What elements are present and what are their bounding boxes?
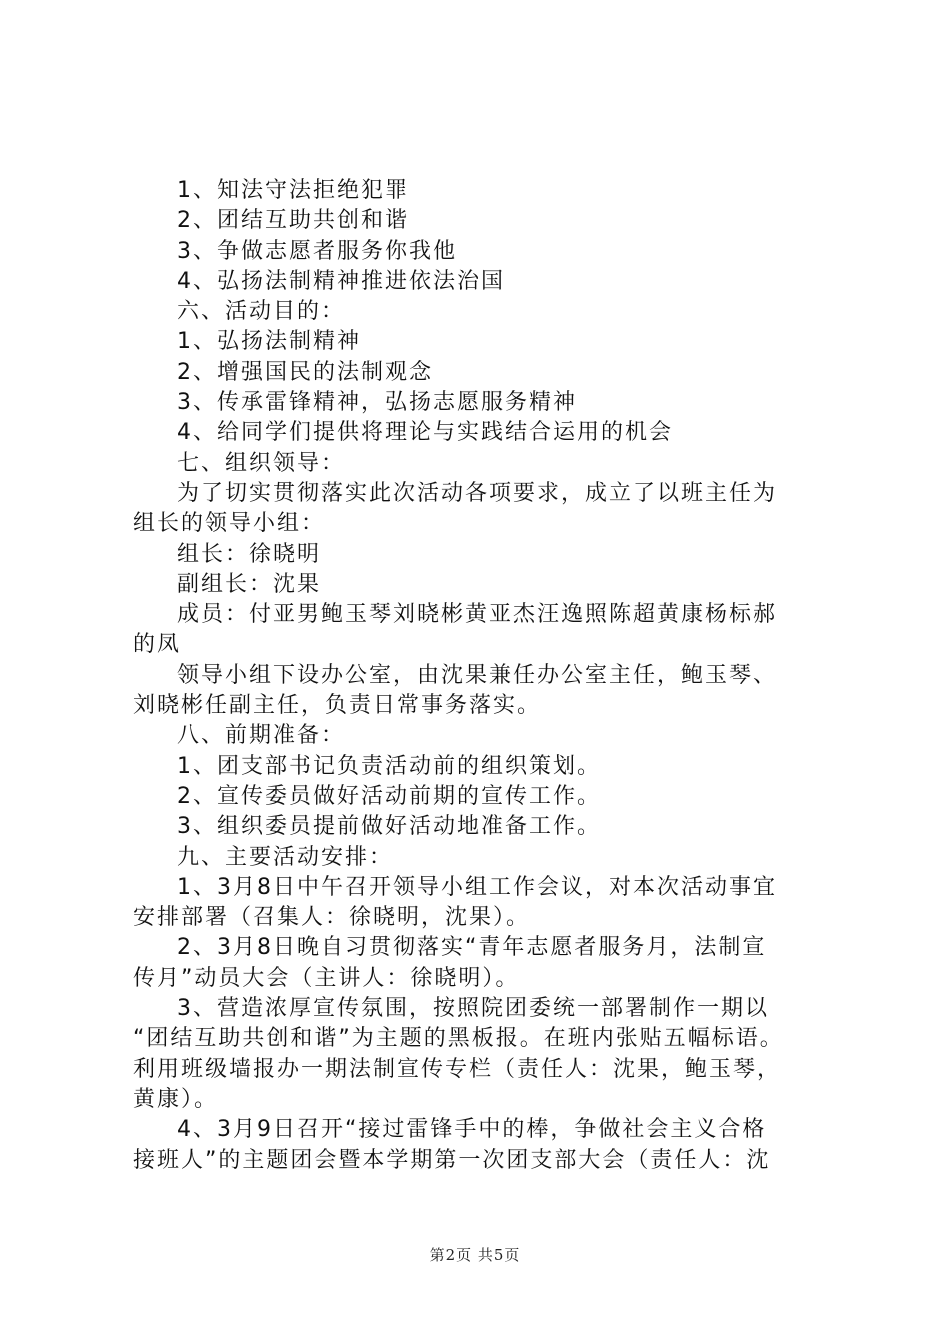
text-line: 1、3月8日中午召开领导小组工作会议，对本次活动事宜 bbox=[177, 874, 777, 900]
text-line: 为了切实贯彻落实此次活动各项要求，成立了以班主任为 bbox=[177, 480, 778, 506]
text-line: 八、前期准备： bbox=[177, 723, 346, 749]
text-line: “团结互助共创和谐”为主题的黑板报。在班内张贴五幅标语。 bbox=[133, 1026, 784, 1052]
text-line: 刘晓彬任副主任，负责日常事务落实。 bbox=[133, 693, 542, 719]
text-line: 领导小组下设办公室，由沈果兼任办公室主任，鲍玉琴、 bbox=[177, 662, 778, 688]
text-line: 2、3月8日晚自习贯彻落实“青年志愿者服务月，法制宣 bbox=[177, 935, 767, 961]
text-line: 接班人”的主题团会暨本学期第一次团支部大会（责任人：沈 bbox=[133, 1147, 771, 1173]
text-line: 安排部署（召集人：徐晓明，沈果）。 bbox=[133, 905, 531, 931]
text-line: 的凤 bbox=[133, 632, 182, 658]
text-line: 3、传承雷锋精神，弘扬志愿服务精神 bbox=[177, 390, 577, 416]
text-line: 黄康）。 bbox=[133, 1086, 219, 1112]
text-line: 利用班级墙报办一期法制宣传专栏（责任人：沈果，鲍玉琴， bbox=[133, 1056, 782, 1082]
text-line: 传月”动员大会（主讲人：徐晓明）。 bbox=[133, 965, 520, 991]
text-line: 4、3月9日召开“接过雷锋手中的棒，争做社会主义合格 bbox=[177, 1117, 767, 1143]
text-line: 2、宣传委员做好活动前期的宣传工作。 bbox=[177, 783, 601, 809]
text-line: 1、弘扬法制精神 bbox=[177, 329, 361, 355]
text-line: 4、给同学们提供将理论与实践结合运用的机会 bbox=[177, 420, 673, 446]
text-line: 九、主要活动安排： bbox=[177, 844, 394, 870]
text-line: 副组长：沈果 bbox=[177, 571, 322, 597]
text-line: 成员：付亚男鲍玉琴刘晓彬黄亚杰汪逸照陈超黄康杨标郝 bbox=[177, 602, 778, 628]
text-line: 3、组织委员提前做好活动地准备工作。 bbox=[177, 814, 601, 840]
text-line: 1、团支部书记负责活动前的组织策划。 bbox=[177, 753, 601, 779]
text-line: 2、团结互助共创和谐 bbox=[177, 208, 409, 234]
text-line: 1、知法守法拒绝犯罪 bbox=[177, 178, 409, 203]
page-footer: 第2页 共5页 bbox=[429, 1246, 521, 1264]
text-line: 组长的领导小组： bbox=[133, 511, 326, 537]
document-body bbox=[133, 176, 833, 1176]
text-line: 六、活动目的： bbox=[177, 299, 346, 325]
text-line: 七、组织领导： bbox=[177, 450, 346, 476]
text-line: 2、增强国民的法制观念 bbox=[177, 359, 433, 385]
text-line: 3、营造浓厚宣传氛围，按照院团委统一部署制作一期以 bbox=[177, 996, 769, 1022]
text-line: 组长：徐晓明 bbox=[177, 541, 322, 567]
text-line: 4、弘扬法制精神推进依法治国 bbox=[177, 268, 505, 294]
text-line: 3、争做志愿者服务你我他 bbox=[177, 238, 457, 264]
